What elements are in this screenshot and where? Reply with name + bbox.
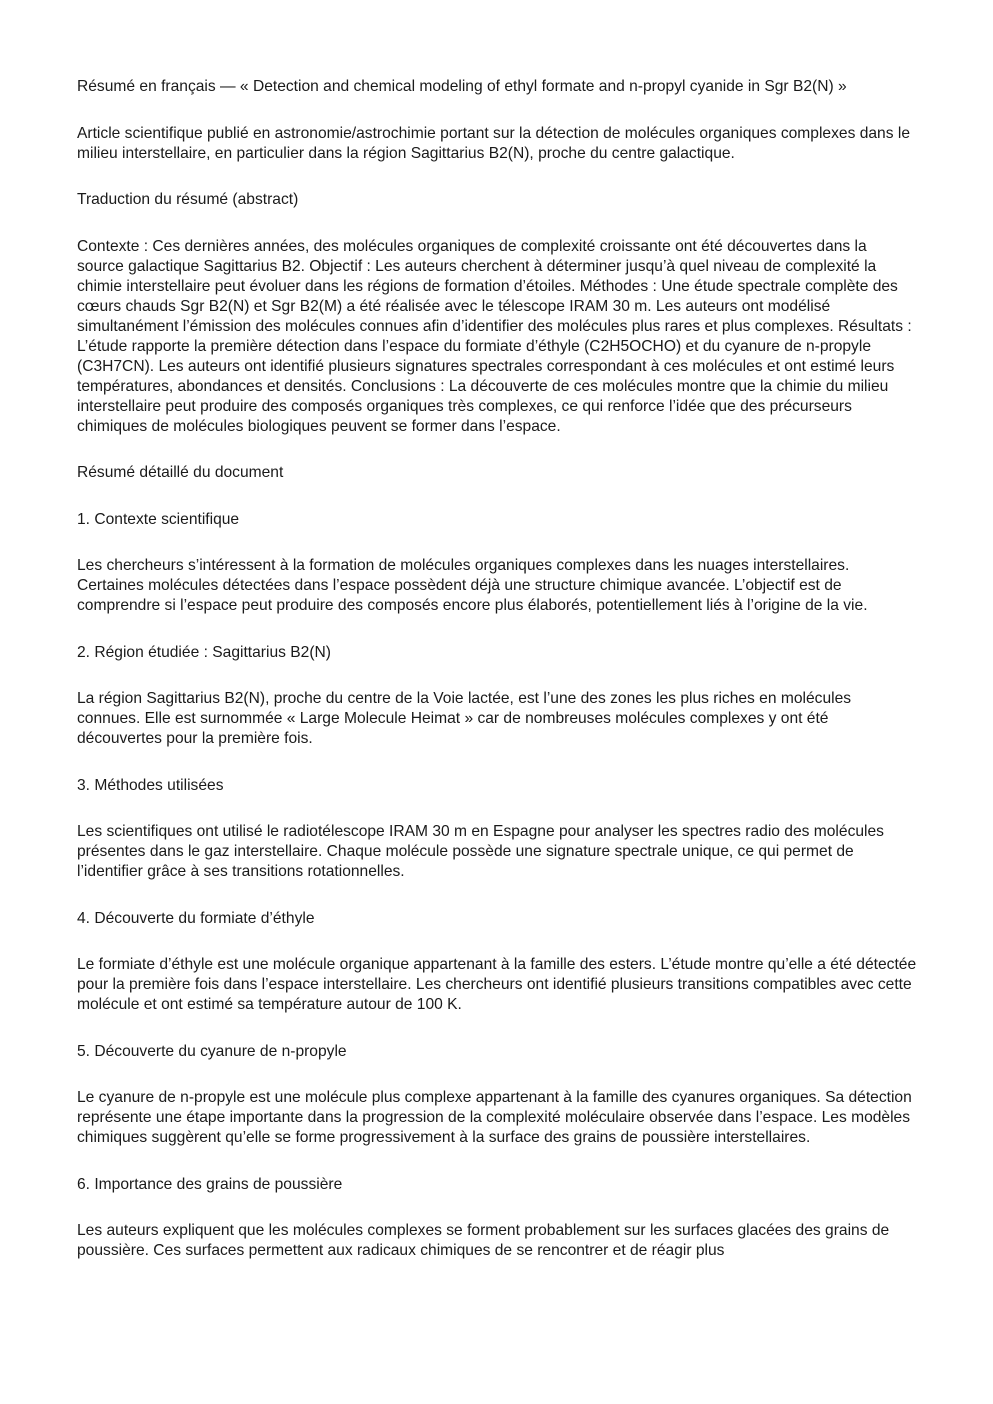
section-paragraph: Le cyanure de n-propyle est une molécule plus complexe appartenant à la famille des cyanures organiques. Sa détection représente une étape importante dans la progression de la complexité moléculaire observée dans l’espace. Les modèles chimiques suggèrent qu’elle se forme progressivement à la surface des grains de poussière interstellaires. [77,1089,912,1146]
abstract-paragraph: Contexte : Ces dernières années, des molécules organiques de complexité croissante ont été découvertes dans la source galactique Sagittarius B2. Objectif : Les auteurs cherchent à déterminer jusqu’à quel niveau de complexité la chimie interstellaire peut évoluer dans les régions de formation d’étoiles. Méthodes : Une étude spectrale complète des cœurs chauds Sgr B2(N) et Sgr B2(M) a été réalisée avec le télescope IRAM 30 m. Les auteurs ont modélisé simultanément l’émission des molécules connues afin d’identifier des molécules plus rares et plus complexes. Résultats : L’étude rapporte la première détection dans l’espace du formiate d’éthyle (C2H5OCHO) et du cyanure de n-propyle (C3H7CN). Les auteurs ont identifié plusieurs signatures spectrales correspondant à ces molécules et ont estimé leurs températures, abondances et densités. Conclusions : La découverte de ces molécules montre que la chimie du milieu interstellaire peut produire des composés organiques très complexes, ce qui renforce l’idée que des précurseurs chimiques de molécules biologiques peuvent se former dans l’espace. [77,237,912,435]
intro-paragraph: Article scientifique publié en astronomie/astrochimie portant sur la détection de molécules organiques complexes dans le milieu interstellaire, en particulier dans la région Sagittarius B2(N), proche du centre galactique. [77,124,910,162]
detailed-summary-heading: Résumé détaillé du document [77,464,284,481]
section-paragraph: Le formiate d’éthyle est une molécule organique appartenant à la famille des esters. L’étude montre qu’elle a été détectée pour la première fois dans l’espace interstellaire. Les chercheurs ont identifié plusieurs transitions compatibles avec cette molécule et ont estimé sa température autour de 100 K. [77,956,917,1013]
section-heading: 4. Découverte du formiate d’éthyle [77,909,315,927]
section-paragraph: La région Sagittarius B2(N), proche du centre de la Voie lactée, est l’une des zones les plus riches en molécules connues. Elle est surnommée « Large Molecule Heimat » car de nombreuses molécules complexes y ont été découvertes pour la première fois. [77,690,852,747]
section-paragraph: Les auteurs expliquent que les molécules complexes se forment probablement sur les surfaces glacées des grains de poussière. Ces surfaces permettent aux radicaux chimiques de se rencontrer et de réagir plus [77,1222,890,1259]
section-paragraph: Les scientifiques ont utilisé le radiotélescope IRAM 30 m en Espagne pour analyser les spectres radio des molécules présentes dans le gaz interstellaire. Chaque molécule possède une signature spectrale unique, ce qui permet de l’identifier grâce à ses transitions rotationnelles. [77,823,884,880]
abstract-heading: Traduction du résumé (abstract) [77,191,299,208]
section-heading: 3. Méthodes utilisées [77,776,224,794]
section-heading: 1. Contexte scientifique [77,510,240,528]
section-paragraph: Les chercheurs s’intéressent à la formation de molécules organiques complexes dans les nuages interstellaires. Certaines molécules détectées dans l’espace possèdent déjà une structure chimique avancée. L’objectif est de comprendre si l’espace peut produire des composés encore plus élaborés, potentiellement liés à l’origine de la vie. [77,557,868,614]
document-title: Résumé en français — « Detection and chemical modeling of ethyl formate and n-propyl cyanide in Sgr B2(N) » [77,78,847,95]
section-heading: 5. Découverte du cyanure de n-propyle [77,1042,347,1060]
section-heading: 6. Importance des grains de poussière [77,1175,343,1193]
section-heading: 2. Région étudiée : Sagittarius B2(N) [77,643,331,661]
document-page [77,77,917,1288]
